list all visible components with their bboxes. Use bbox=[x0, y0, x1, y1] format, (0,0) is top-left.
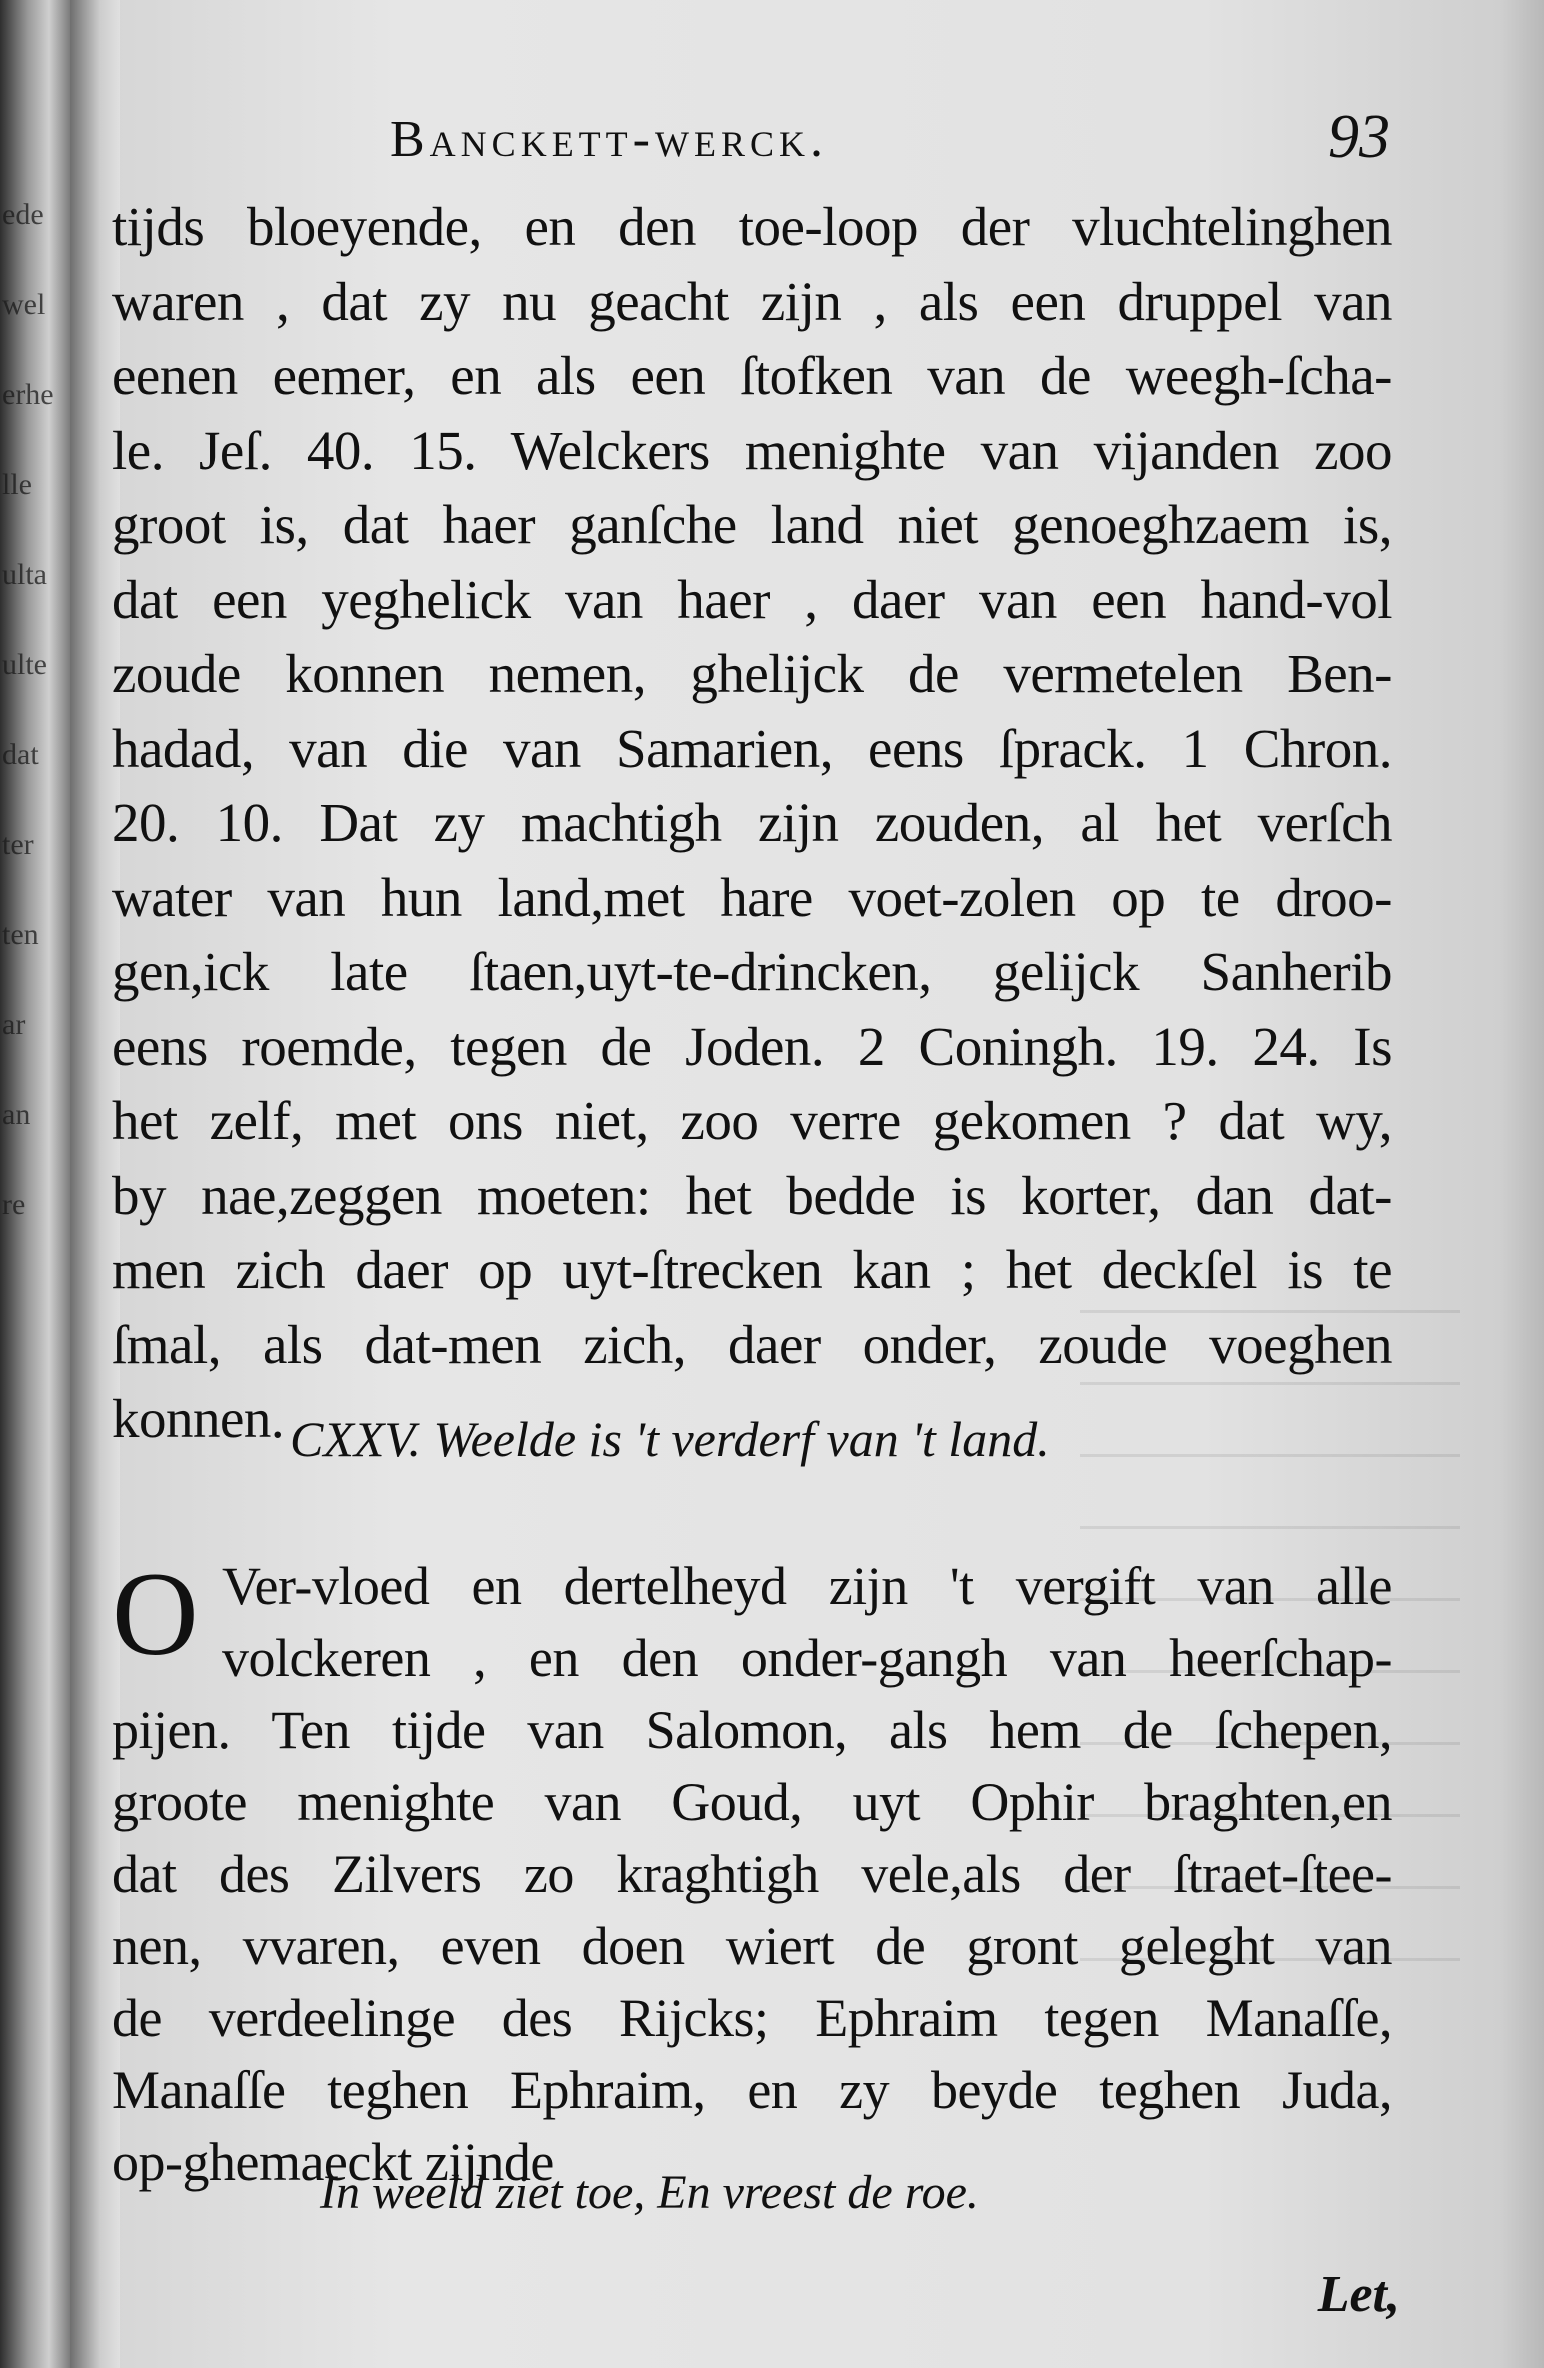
text-line: het zelf, met ons niet, zoo verre gekomen ? dat wy, bbox=[112, 1090, 1392, 1151]
catchword: Let, bbox=[1317, 2266, 1400, 2323]
text-line: water van hun land,met hare voet-zolen op te droo- bbox=[112, 866, 1392, 928]
page-number: 93 bbox=[1328, 103, 1390, 171]
text-line: Manaſſe teghen Ephraim, en zy beyde teghen Juda, bbox=[112, 2060, 1392, 2120]
text-line: eenen eemer, en als een ſtofken van de weegh-ſcha- bbox=[112, 345, 1392, 406]
text-line: groot is, dat haer ganſche land niet genoeghzaem is, bbox=[112, 494, 1392, 555]
text-line: hadad, van die van Samarien, eens ſprack. 1 Chron. bbox=[112, 717, 1392, 779]
paragraph-1 bbox=[112, 190, 1392, 1457]
margin-fragment: wel bbox=[2, 288, 46, 321]
text-line: Ver-vloed en dertelheyd zijn 't vergift van alle bbox=[222, 1556, 1392, 1616]
margin-fragment: ede bbox=[2, 198, 44, 231]
paragraph-2 bbox=[112, 1547, 1392, 2198]
page-header bbox=[100, 103, 1390, 190]
text-line: zoude konnen nemen, ghelijck de vermetelen Ben- bbox=[112, 643, 1392, 704]
running-title: Banckett-werck. bbox=[390, 111, 828, 168]
margin-fragment: re bbox=[2, 1188, 26, 1221]
margin-fragment: ulte bbox=[2, 648, 47, 681]
text-line: 20. 10. Dat zy machtigh zijn zouden, al het verſch bbox=[112, 792, 1392, 853]
text-line: de verdeelinge des Rijcks; Ephraim tegen Manaſſe, bbox=[112, 1988, 1392, 2048]
text-line: ſmal, als dat-men zich, daer onder, zoude voeghen bbox=[112, 1313, 1392, 1375]
text-line: op-ghemaeckt zijnde bbox=[112, 2132, 554, 2192]
text-line: le. Jeſ. 40. 15. Welckers menighte van vijanden zoo bbox=[112, 419, 1392, 481]
motto: In weeld ziet toe, En vreest de roe. bbox=[320, 2166, 979, 2219]
drop-cap: O bbox=[112, 1547, 199, 1680]
margin-fragment: ter bbox=[2, 828, 34, 861]
text-line: tijds bloeyende, en den toe-loop der vluchtelinghen bbox=[112, 196, 1392, 257]
margin-fragment: an bbox=[2, 1098, 31, 1131]
margin-fragment: ar bbox=[2, 1008, 26, 1041]
section-heading: CXXV. Weelde is 't verderf van 't land. bbox=[290, 1411, 1050, 1467]
left-page-margin-text bbox=[2, 170, 64, 1250]
text-line: gen,ick late ſtaen,uyt-te-drincken, gelijck Sanherib bbox=[112, 941, 1392, 1002]
text-line: groote menighte van Goud, uyt Ophir braghten,en bbox=[112, 1772, 1392, 1832]
text-line: nen, vvaren, even doen wiert de gront geleght van bbox=[112, 1916, 1392, 1976]
text-line: men zich daer op uyt-ſtrecken kan ; het deckſel is te bbox=[112, 1239, 1392, 1300]
text-line: by nae,zeggen moeten: het bedde is korter, dan dat- bbox=[112, 1164, 1392, 1226]
margin-fragment: lle bbox=[2, 468, 32, 501]
left-page-edge bbox=[0, 0, 70, 2368]
text-line: waren , dat zy nu geacht zijn , als een druppel van bbox=[112, 270, 1392, 332]
margin-fragment: erhe bbox=[2, 378, 54, 411]
right-page bbox=[100, 40, 1500, 2340]
text-line: dat een yeghelick van haer , daer van een hand-vol bbox=[112, 568, 1392, 630]
text-line: volckeren , en den onder-gangh van heerſchap- bbox=[222, 1628, 1392, 1688]
text-line: konnen. bbox=[112, 1388, 285, 1449]
text-line: eens roemde, tegen de Joden. 2 Coningh. 19. 24. Is bbox=[112, 1015, 1392, 1077]
text-line: dat des Zilvers zo kraghtigh vele,als der ſtraet-ſtee- bbox=[112, 1844, 1392, 1904]
margin-fragment: ten bbox=[2, 918, 39, 951]
margin-fragment: ulta bbox=[2, 558, 47, 591]
text-line: pijen. Ten tijde van Salomon, als hem de ſchepen, bbox=[112, 1700, 1392, 1760]
margin-fragment: dat bbox=[2, 738, 39, 771]
